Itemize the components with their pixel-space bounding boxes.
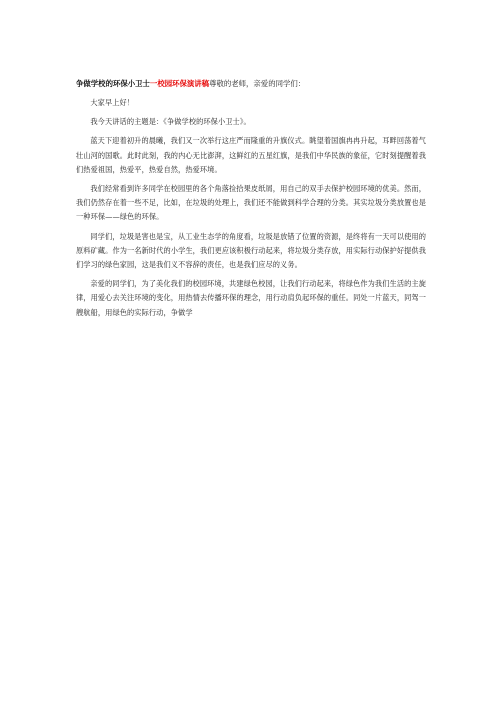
paragraph-garbage-sorting: 同学们，垃圾是害也是宝，从工业生态学的角度看，垃圾是放错了位置的资源，是终将有一天可以使用的原料矿藏。作为一名新时代的小学生，我们更应该积极行动起来，将垃圾分类存放，用实际行动保护好提供我们学习的绿色家园，这是我们义不容辞的责任，也是我们应尽的义务。 [76, 231, 426, 270]
paragraph-call-to-action: 亲爱的同学们，为了美化我们的校园环境，共建绿色校园，让我们行动起来，将绿色作为我们生活的主旋律，用爱心去关注环境的变化，用热情去传播环保的理念，用行动肩负起环保的重任。同处一片蓝天，同驾一艘航船，用绿色的实际行动，争做学 [76, 279, 426, 317]
document-title [76, 78, 426, 90]
salutation: 尊敬的老师，亲爱的同学们： [209, 79, 306, 88]
paragraph-topic: 我今天讲话的主题是：《争做学校的环保小卫士》。 [90, 117, 251, 127]
document-page [76, 78, 426, 325]
paragraph-flag-ceremony: 蓝天下迎着初升的晨曦，我们又一次举行这庄严而隆重的升旗仪式。眺望着国旗冉冉升起，耳畔回荡着气壮山河的国歌。此时此刻，我的内心无比澎湃，这鲜红的五星红旗，是我们中华民族的象征，它时刻提醒着我们热爱祖国，热爱平，热爱自然，热爱环境。 [76, 136, 426, 174]
title-highlight: 一校园环保演讲稿 [149, 79, 210, 88]
paragraph-campus-cleanup: 我们经常看到许多同学在校园里的各个角落捡拾果皮纸屑，用自己的双手去保护校园环境的优美。然而，我们仍然存在着一些不足，比如，在垃圾的处理上，我们还不能做到科学合理的分类。其实垃圾分类放置也是一种环保——绿色的环保。 [76, 184, 426, 222]
title-main: 争做学校的环保小卫士 [76, 79, 150, 88]
paragraph-greeting: 大家早上好！ [90, 98, 135, 107]
